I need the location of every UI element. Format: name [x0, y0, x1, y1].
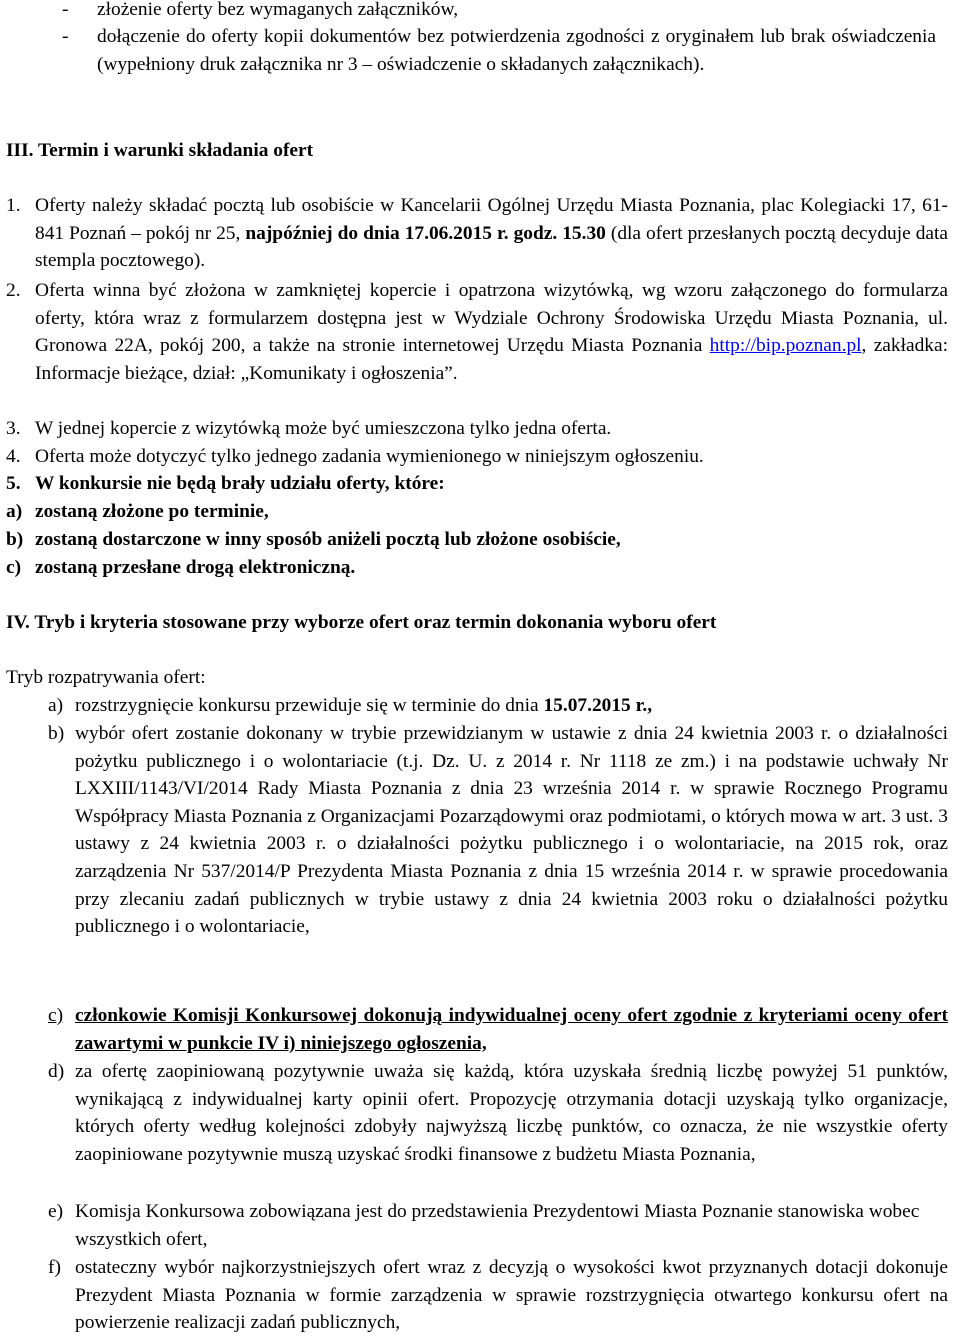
numbered-item-3: [6, 415, 948, 443]
bip-link[interactable]: http://bip.poznan.pl: [709, 335, 862, 357]
numbered-item-4: [6, 443, 948, 471]
list-item-text: dołączenie do oferty kopii dokumentów bez potwierdzenia zgodności z oryginałem lub brak oświadczenia (wypełniony druk załącznika nr 3 – oświadczenie o składanych załącznikach).: [97, 26, 936, 75]
item-text: Oferta winna być złożona w zamkniętej kopercie i opatrzona wizytówką, wg wzoru załączonego do formularza oferty, która wraz z formularzem dostępna jest w Wydziale Ochrony Środowiska Urzędu Miasta Poznania, ul. Gronowa 22A, pokój 200, a także na stronie internetowej Urzędu Miasta Poznania http://bip.poznan.pl, zakładka: Informacje bieżące, dział: „Komunikaty i ogłoszenia”.: [35, 280, 948, 384]
item-text: Oferta może dotyczyć tylko jednego zadania wymienionego w niniejszym ogłoszeniu.: [35, 446, 704, 467]
sub-item-text: zostaną złożone po terminie,: [35, 501, 269, 522]
item-text: W jednej kopercie z wizytówką może być umieszczona tylko jedna oferta.: [35, 418, 612, 439]
sub-marker: a): [48, 695, 64, 716]
sub-item-text: za ofertę zaopiniowaną pozytywnie uważa się każdą, która uzyskała średnią liczbę powyżej 51 punktów, wynikającą z indywidualnej karty opinii ofert. Propozycję otrzymania dotacji uzyskają tylko organizacje, których oferty według kolejności zdobyły najwyższą liczbę punktów, co oznacza, że nie wszystkie oferty zaopiniowane pozytywnie muszą uzyskać środki finansowe z budżetu Miasta Poznania,: [75, 1061, 948, 1165]
list-item: [62, 0, 936, 24]
sub-item-text: ostateczny wybór najkorzystniejszych ofert wraz z decyzją o wysokości kwot przyznanych dotacji dokonuje Prezydent Miasta Poznania w formie zarządzenia w sprawie rozstrzygnięcia otwartego konkursu ofert na powierzenie realizacji zadań publicznych,: [75, 1257, 948, 1334]
section-heading-3: III. Termin i warunki składania ofert: [6, 140, 314, 161]
sub-item-text: rozstrzygnięcie konkursu przewiduje się w terminie do dnia 15.07.2015 r.,: [75, 695, 653, 716]
list-marker: -: [62, 0, 69, 20]
deadline: najpóźniej do dnia 17.06.2015 r. godz. 15.30: [245, 222, 606, 244]
sub-item-text: zostaną dostarczone w inny sposób aniżeli pocztą lub złożone osobiście,: [35, 529, 621, 550]
sub-marker: c): [6, 557, 22, 578]
decision-date: 15.07.2015 r.,: [543, 695, 653, 716]
list-item-text: złożenie oferty bez wymaganych załączników,: [97, 0, 459, 20]
item-number: 5.: [6, 473, 21, 494]
sub-marker: c): [48, 1005, 64, 1026]
sub-marker: e): [48, 1201, 64, 1222]
sub-item-c: [6, 554, 948, 582]
sub-item-text: wybór ofert zostanie dokonany w trybie przewidzianym w ustawie z dnia 24 kwietnia 2003 r. o działalności pożytku publicznego i o wolontariacie (t.j. Dz. U. z 2014 r. Nr 1118 ze zm.) i na podstawie uchwały Nr LXXIII/1143/VI/2014 Rady Miasta Poznania z dnia 23 września 2014 r. w sprawie Rocznego Programu Współpracy Miasta Poznania z Organizacjami Pozarządowymi oraz podmiotami, o których mowa w art. 3 ust. 3 ustawy z 24 kwietnia 2003 r. o działalności pożytku publicznego i o wolontariacie, na 2015 rok, oraz zarządzenia Nr 537/2014/P Prezydenta Miasta Poznania z dnia 15 września 2014 r. w sprawie procedowania przy zlecaniu zadań publicznych w trybie ustawy z dnia 24 kwietnia 2003 roku o działalności pożytku publicznego i o wolontariacie,: [75, 723, 948, 938]
procedure-item-e: [48, 1198, 948, 1253]
item-number: 4.: [6, 446, 21, 467]
sub-item-text: Komisja Konkursowa zobowiązana jest do przedstawienia Prezydentowi Miasta Poznanie stanowiska wobec wszystkich ofert,: [75, 1201, 920, 1250]
item-text: W konkursie nie będą brały udziału oferty, które:: [35, 473, 445, 494]
sub-item-b: [6, 526, 948, 554]
item-text: Oferty należy składać pocztą lub osobiście w Kancelarii Ogólnej Urzędu Miasta Poznania, plac Kolegiacki 17, 61-841 Poznań – pokój nr 25, najpóźniej do dnia 17.06.2015 r. godz. 15.30 (dla ofert przesłanych pocztą decyduje data stempla pocztowego).: [35, 195, 949, 272]
sub-marker: b): [6, 529, 24, 550]
procedure-item-a: [48, 692, 948, 720]
sub-marker: f): [48, 1257, 61, 1278]
procedure-item-f: [48, 1254, 948, 1337]
procedure-item-b: [48, 720, 948, 941]
list-item: [62, 23, 936, 78]
sub-marker: b): [48, 723, 65, 744]
procedure-item-c: [48, 1002, 948, 1057]
section-heading-4: IV. Tryb i kryteria stosowane przy wyborze ofert oraz termin dokonania wyboru ofert: [6, 612, 717, 633]
numbered-item-2: [6, 277, 948, 387]
item-number: 3.: [6, 418, 21, 439]
sub-item-text: zostaną przesłane drogą elektroniczną.: [35, 557, 356, 578]
item-number: 2.: [6, 280, 21, 301]
numbered-item-5: [6, 470, 948, 498]
sub-item-a: [6, 498, 948, 526]
item-number: 1.: [6, 195, 21, 216]
procedure-item-d: [48, 1058, 948, 1168]
list-marker: -: [62, 26, 69, 47]
sub-item-text: członkowie Komisji Konkursowej dokonują indywidualnej oceny ofert zgodnie z kryteriami oceny ofert zawartymi w punkcie IV i) niniejszego ogłoszenia,: [75, 1005, 948, 1054]
numbered-item-1: [6, 192, 948, 275]
sub-marker: d): [48, 1061, 65, 1082]
procedure-intro: Tryb rozpatrywania ofert:: [6, 667, 206, 688]
sub-marker: a): [6, 501, 23, 522]
